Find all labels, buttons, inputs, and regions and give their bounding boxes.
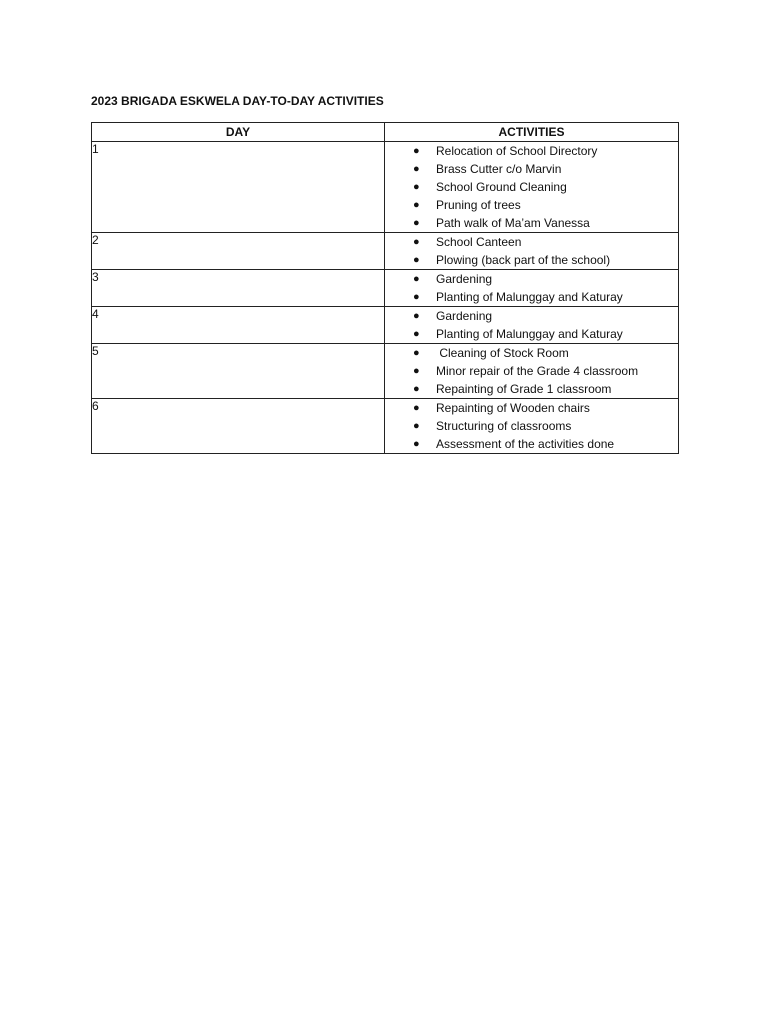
list-item bbox=[385, 196, 678, 214]
activity-list bbox=[385, 233, 678, 269]
activity-text: Cleaning of Stock Room bbox=[436, 346, 569, 360]
list-item bbox=[385, 251, 678, 269]
list-item bbox=[385, 142, 678, 160]
list-item bbox=[385, 307, 678, 325]
activities-cell bbox=[385, 399, 679, 454]
activity-text: Minor repair of the Grade 4 classroom bbox=[436, 364, 639, 378]
bullet-icon: ● bbox=[413, 402, 420, 414]
bullet-icon: ● bbox=[413, 310, 420, 322]
list-item bbox=[385, 344, 678, 362]
list-item bbox=[385, 288, 678, 306]
activities-cell bbox=[385, 344, 679, 399]
document-title: 2023 BRIGADA ESKWELA DAY-TO-DAY ACTIVITIES bbox=[91, 94, 384, 108]
list-item bbox=[385, 380, 678, 398]
day-cell: 6 bbox=[92, 399, 385, 454]
activity-text: Structuring of classrooms bbox=[436, 419, 572, 433]
table-row bbox=[92, 399, 679, 454]
activity-text: Gardening bbox=[436, 272, 493, 286]
table-row bbox=[92, 233, 679, 270]
day-cell: 4 bbox=[92, 307, 385, 344]
bullet-icon: ● bbox=[413, 291, 420, 303]
day-column-header: DAY bbox=[92, 123, 385, 142]
activities-cell bbox=[385, 233, 679, 270]
table-row bbox=[92, 270, 679, 307]
bullet-icon: ● bbox=[413, 383, 420, 395]
activity-text: Repainting of Grade 1 classroom bbox=[436, 382, 612, 396]
bullet-icon: ● bbox=[413, 420, 420, 432]
list-item bbox=[385, 325, 678, 343]
activity-list bbox=[385, 399, 678, 453]
bullet-icon: ● bbox=[413, 217, 420, 229]
activity-text: School Ground Cleaning bbox=[436, 180, 567, 194]
activity-text: Planting of Malunggay and Katuray bbox=[436, 327, 623, 341]
activities-cell bbox=[385, 307, 679, 344]
activities-column-header: ACTIVITIES bbox=[385, 123, 679, 142]
activity-text: Gardening bbox=[436, 309, 493, 323]
activity-text: Assessment of the activities done bbox=[436, 437, 615, 451]
table-row bbox=[92, 142, 679, 233]
table-row bbox=[92, 307, 679, 344]
list-item bbox=[385, 270, 678, 288]
activity-list bbox=[385, 344, 678, 398]
bullet-icon: ● bbox=[413, 365, 420, 377]
activity-text: Pruning of trees bbox=[436, 198, 521, 212]
bullet-icon: ● bbox=[413, 347, 420, 359]
list-item bbox=[385, 178, 678, 196]
activity-text: Relocation of School Directory bbox=[436, 144, 598, 158]
bullet-icon: ● bbox=[413, 145, 420, 157]
list-item bbox=[385, 214, 678, 232]
list-item bbox=[385, 160, 678, 178]
bullet-icon: ● bbox=[413, 163, 420, 175]
bullet-icon: ● bbox=[413, 438, 420, 450]
activity-list bbox=[385, 142, 678, 232]
table-header-row bbox=[92, 123, 679, 142]
day-cell: 1 bbox=[92, 142, 385, 233]
day-cell: 2 bbox=[92, 233, 385, 270]
activity-text: School Canteen bbox=[436, 235, 522, 249]
bullet-icon: ● bbox=[413, 254, 420, 266]
bullet-icon: ● bbox=[413, 273, 420, 285]
activity-text: Brass Cutter c/o Marvin bbox=[436, 162, 562, 176]
list-item bbox=[385, 435, 678, 453]
bullet-icon: ● bbox=[413, 328, 420, 340]
activities-table bbox=[91, 122, 679, 454]
day-cell: 3 bbox=[92, 270, 385, 307]
day-cell: 5 bbox=[92, 344, 385, 399]
list-item bbox=[385, 233, 678, 251]
activities-cell bbox=[385, 142, 679, 233]
bullet-icon: ● bbox=[413, 236, 420, 248]
activity-list bbox=[385, 307, 678, 343]
bullet-icon: ● bbox=[413, 181, 420, 193]
list-item bbox=[385, 417, 678, 435]
activities-cell bbox=[385, 270, 679, 307]
activity-text: Planting of Malunggay and Katuray bbox=[436, 290, 623, 304]
activity-text: Plowing (back part of the school) bbox=[436, 253, 611, 267]
table-row bbox=[92, 344, 679, 399]
activity-text: Repainting of Wooden chairs bbox=[436, 401, 590, 415]
list-item bbox=[385, 399, 678, 417]
activity-text: Path walk of Ma’am Vanessa bbox=[436, 216, 590, 230]
activity-list bbox=[385, 270, 678, 306]
list-item bbox=[385, 362, 678, 380]
bullet-icon: ● bbox=[413, 199, 420, 211]
